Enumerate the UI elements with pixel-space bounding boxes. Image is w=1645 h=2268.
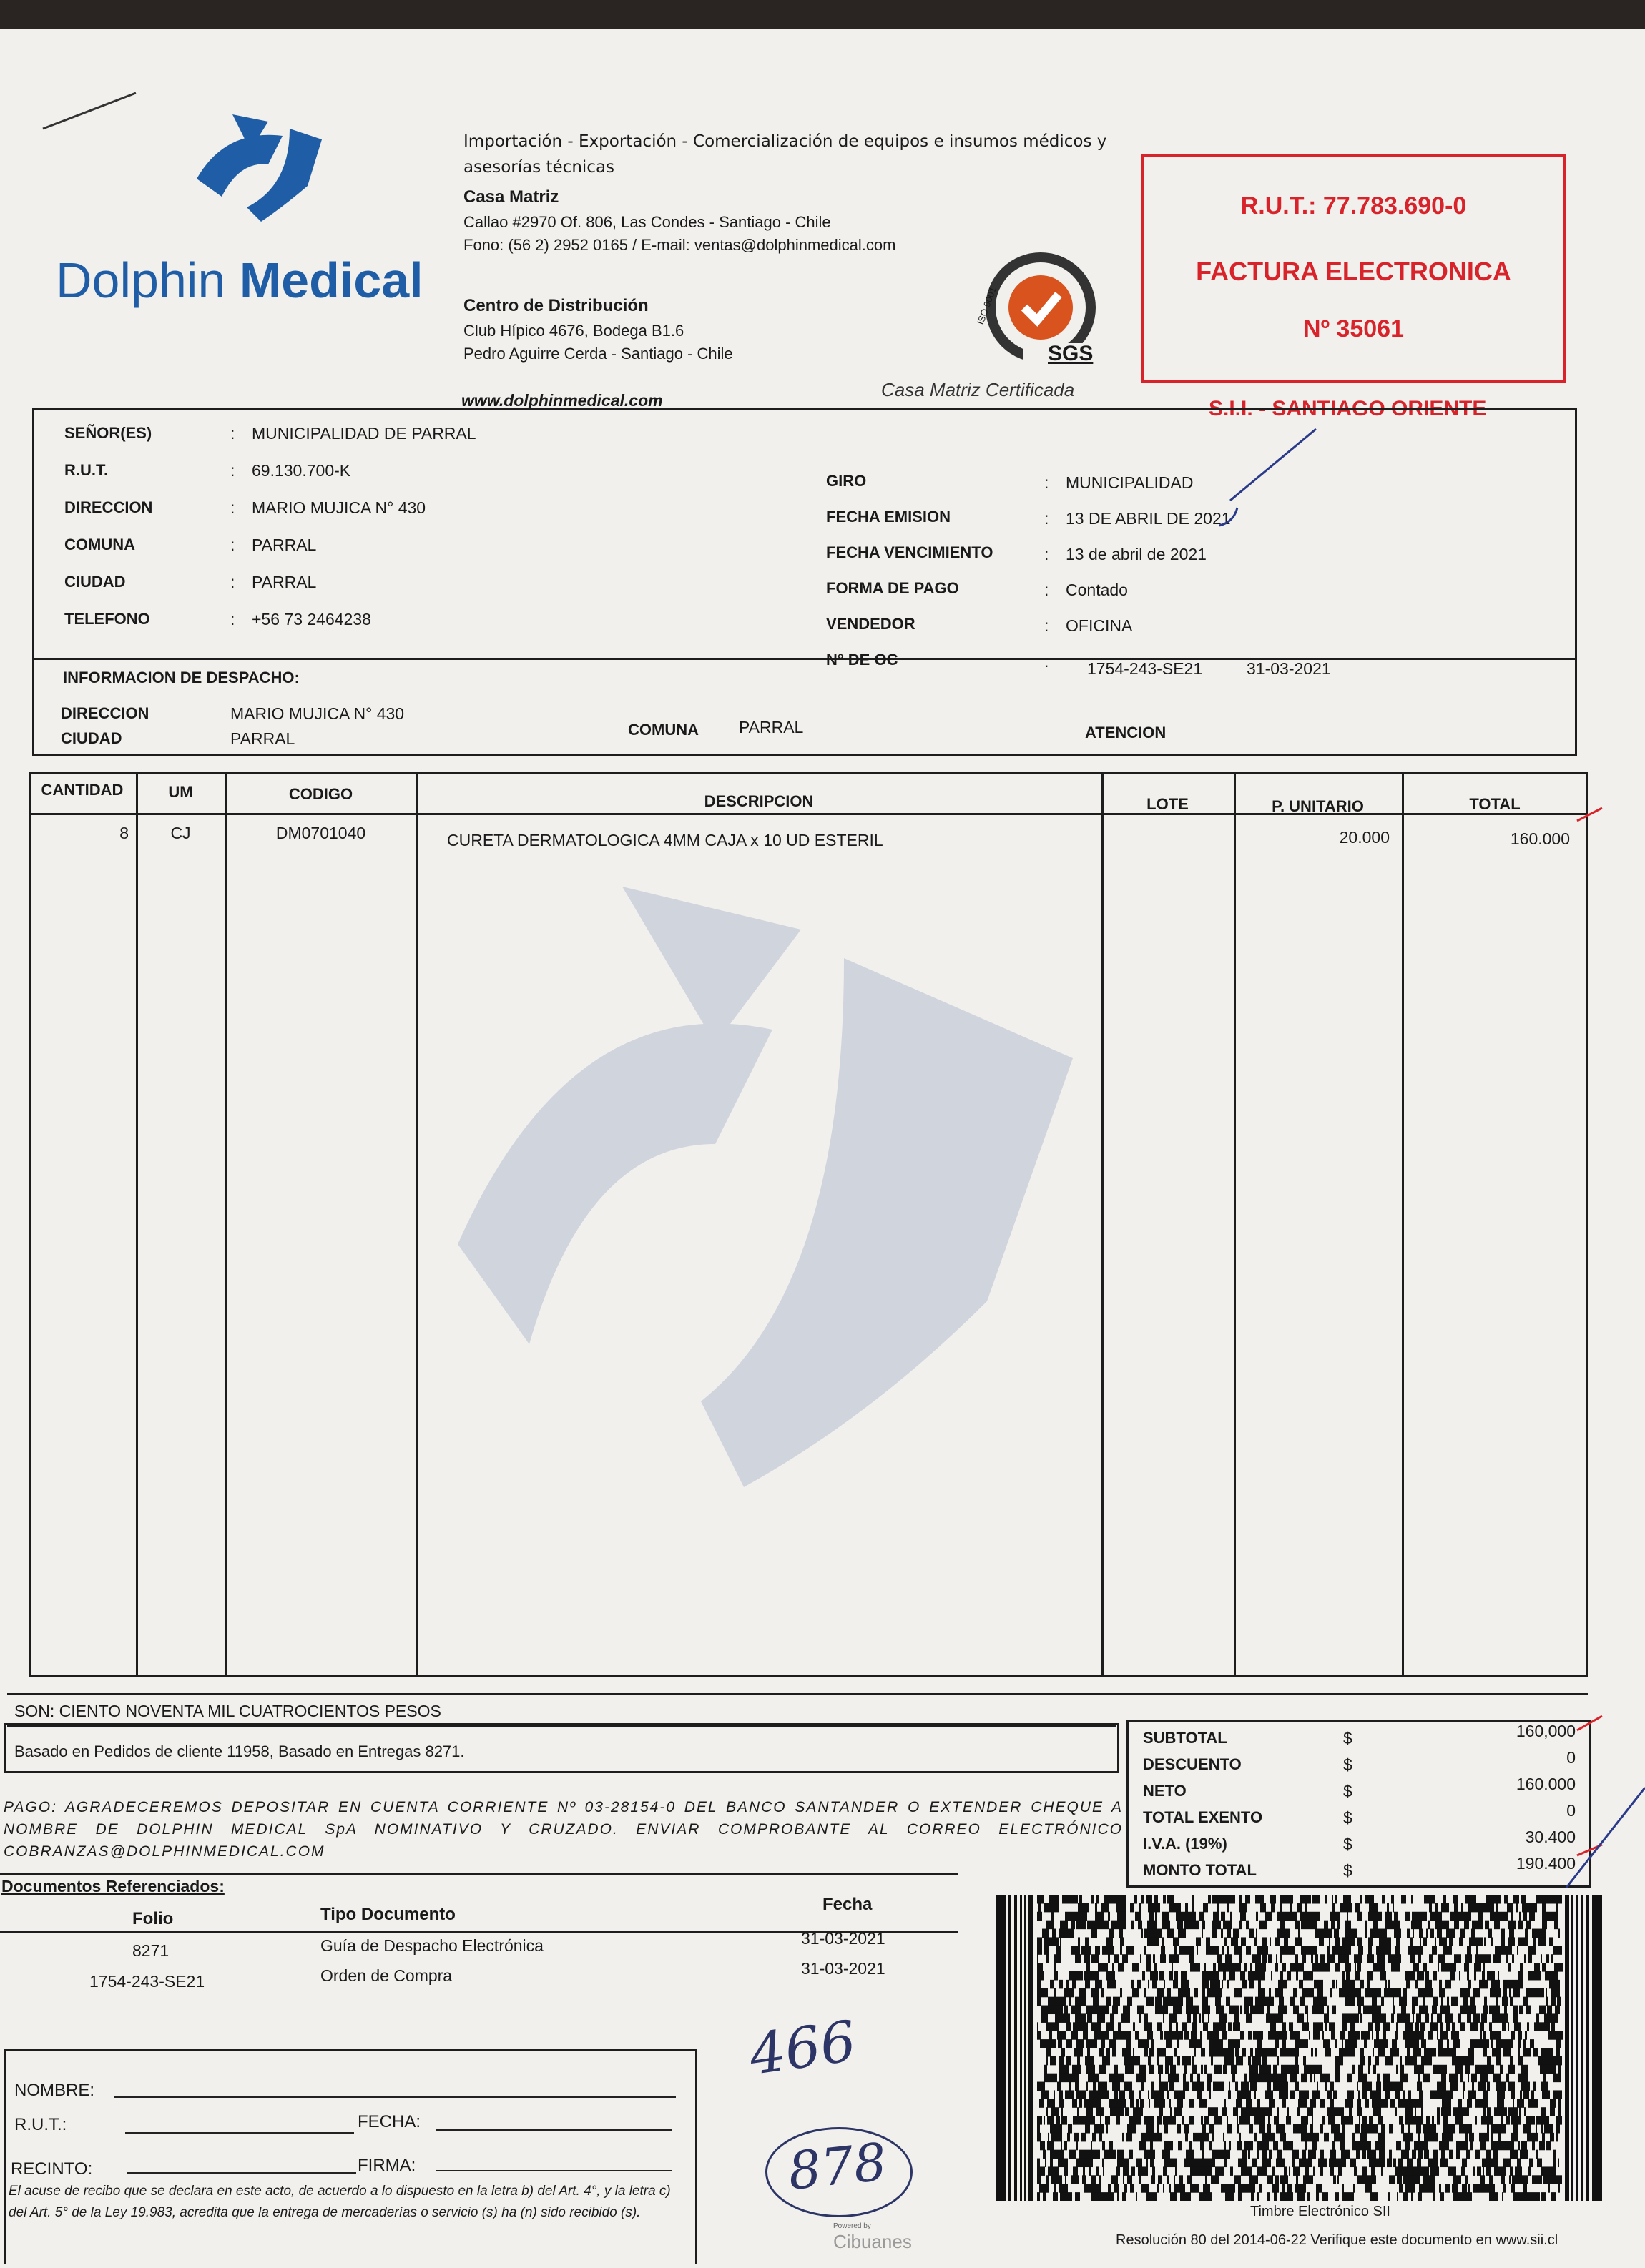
field-sep: : <box>1044 509 1049 528</box>
field-sep: : <box>230 461 235 480</box>
handwritten-note: 466 <box>745 2009 860 2088</box>
cert-text: Casa Matriz Certificada <box>881 379 1075 400</box>
dispatch-ciudad-label: CIUDAD <box>61 729 122 747</box>
ref-docs-title: Documentos Referenciados: <box>1 1877 225 1895</box>
receipt-firma-label: FIRMA: <box>358 2156 416 2175</box>
th-descripcion: DESCRIPCION <box>704 792 814 810</box>
receipt-nombre-label: NOMBRE: <box>14 2081 95 2100</box>
dispatch-comuna-label: COMUNA <box>628 721 699 739</box>
ref-fecha: 31-03-2021 <box>801 1959 885 1978</box>
total-currency: $ <box>1343 1808 1352 1827</box>
ref-folio: 1754-243-SE21 <box>89 1972 205 1991</box>
receipt-fecha-label: FECHA: <box>358 2112 421 2131</box>
ref-fecha: 31-03-2021 <box>801 1929 885 1948</box>
total-label: I.V.A. (19%) <box>1143 1835 1227 1853</box>
field-sep: : <box>230 573 235 591</box>
field-sep: : <box>1044 473 1049 492</box>
field-value: MUNICIPALIDAD DE PARRAL <box>252 424 476 443</box>
ref-tipo: Guía de Despacho Electrónica <box>320 1936 544 1955</box>
total-value: 0 <box>1566 1801 1576 1820</box>
cell-total: 160.000 <box>1510 829 1570 848</box>
field-sep: : <box>230 610 235 628</box>
total-label: MONTO TOTAL <box>1143 1861 1257 1879</box>
hq-address: Callao #2970 Of. 806, Las Condes - Santiago - Chile <box>463 213 831 231</box>
hq-contact: Fono: (56 2) 2952 0165 / E-mail: ventas@dolphinmedical.com <box>463 236 896 254</box>
field-value: 13 de abril de 2021 <box>1066 545 1207 563</box>
ref-th-tipo: Tipo Documento <box>320 1905 456 1924</box>
total-value: 160.000 <box>1516 1775 1576 1793</box>
receipt-recinto-label: RECINTO: <box>11 2159 93 2179</box>
website: www.dolphinmedical.com <box>461 391 663 410</box>
cell-codigo: DM0701040 <box>275 824 366 842</box>
hq-label: Casa Matriz <box>463 187 559 207</box>
field-sep: : <box>230 498 235 517</box>
cell-unitario: 20.000 <box>1339 828 1390 847</box>
company-name-part1: Dolphin <box>56 252 226 308</box>
dc-address2: Pedro Aguirre Cerda - Santiago - Chile <box>463 345 733 363</box>
dispatch-title: INFORMACION DE DESPACHO: <box>63 669 300 686</box>
issuer-rut: R.U.T.: 77.783.690-0 <box>1240 192 1467 220</box>
cell-descripcion: CURETA DERMATOLOGICA 4MM CAJA x 10 UD ESTERIL <box>447 831 883 849</box>
dc-label: Centro de Distribución <box>463 296 649 315</box>
field-value2: 31-03-2021 <box>1247 659 1331 678</box>
field-value: 1754-243-SE21 <box>1087 659 1203 678</box>
ref-tipo: Orden de Compra <box>320 1966 453 1985</box>
total-label: SUBTOTAL <box>1143 1729 1227 1747</box>
total-currency: $ <box>1343 1729 1352 1747</box>
field-label: N° DE OC <box>826 651 898 669</box>
doc-type: FACTURA ELECTRONICA <box>1196 257 1511 286</box>
dispatch-direccion-label: DIRECCION <box>61 704 149 722</box>
total-currency: $ <box>1343 1755 1352 1774</box>
ref-folio: 8271 <box>132 1941 170 1960</box>
field-label: FECHA VENCIMIENTO <box>826 543 993 561</box>
field-sep: : <box>1044 545 1049 563</box>
field-label: DIRECCION <box>64 498 153 516</box>
field-sep: : <box>1044 616 1049 635</box>
total-value: 190.400 <box>1516 1854 1576 1873</box>
th-codigo: CODIGO <box>288 785 353 803</box>
cell-cantidad: 8 <box>119 824 129 842</box>
dispatch-ciudad: PARRAL <box>230 729 295 748</box>
field-label: FORMA DE PAGO <box>826 579 959 597</box>
timbre-label: Timbre Electrónico SII <box>1250 2204 1390 2219</box>
total-currency: $ <box>1343 1782 1352 1800</box>
field-label: CIUDAD <box>64 573 126 591</box>
field-value: MUNICIPALIDAD <box>1066 473 1194 492</box>
field-value: +56 73 2464238 <box>252 610 371 628</box>
ref-th-fecha: Fecha <box>822 1895 873 1914</box>
powered-by-label: Powered by <box>833 2222 871 2230</box>
field-label: COMUNA <box>64 536 135 553</box>
company-name-part2: Medical <box>239 252 423 308</box>
field-value: PARRAL <box>252 536 317 554</box>
timbre-resolution: Resolución 80 del 2014-06-22 Verifique este documento en www.sii.cl <box>1116 2232 1558 2248</box>
invoice-sheet <box>0 29 1645 2268</box>
invoice-number: Nº 35061 <box>1303 315 1404 342</box>
dc-address1: Club Hípico 4676, Bodega B1.6 <box>463 322 684 340</box>
total-label: TOTAL EXENTO <box>1143 1808 1263 1826</box>
based-on-text: Basado en Pedidos de cliente 11958, Basado en Entregas 8271. <box>14 1742 465 1760</box>
iso-text: ISO 9001 <box>975 285 998 326</box>
total-value: 160,000 <box>1516 1722 1576 1740</box>
dispatch-direccion: MARIO MUJICA N° 430 <box>230 704 405 723</box>
th-total: TOTAL <box>1469 795 1521 813</box>
th-um: UM <box>168 783 193 801</box>
field-label: SEÑOR(ES) <box>64 424 152 442</box>
cell-um: CJ <box>170 824 191 842</box>
field-value: OFICINA <box>1066 616 1133 635</box>
field-label: FECHA EMISION <box>826 508 951 526</box>
field-value: 69.130.700-K <box>252 461 351 480</box>
field-sep: : <box>230 424 235 443</box>
dispatch-comuna: PARRAL <box>739 718 804 736</box>
field-label: VENDEDOR <box>826 615 915 633</box>
total-currency: $ <box>1343 1861 1352 1880</box>
field-label: TELEFONO <box>64 610 150 628</box>
field-sep: : <box>1044 652 1049 671</box>
receipt-rut-label: R.U.T.: <box>14 2115 67 2134</box>
payment-note: PAGO: AGRADECEREMOS DEPOSITAR EN CUENTA CORRIENTE Nº 03-28154-0 DEL BANCO SANTANDER O EXTENDER CHEQUE A NOMBRE DE DOLPHIN MEDICAL SpA NOMINATIVO Y CRUZADO. ENVIAR COMPROBANTE AL CORREO ELECTRÓNICO COBRANZAS@DOLPHINMEDICAL.COM <box>4 1799 1123 1860</box>
total-label: NETO <box>1143 1782 1187 1800</box>
total-value: 30.400 <box>1525 1828 1576 1846</box>
field-sep: : <box>230 536 235 554</box>
sgs-text: SGS <box>1048 342 1094 365</box>
company-tagline: Importación - Exportación - Comercialización de equipos e insumos médicos y asesorías técnicas <box>463 132 1107 177</box>
receipt-legal-text: El acuse de recibo que se declara en este acto, de acuerdo a lo dispuesto en la letra b) del Art. 4°, y la letra c) del Art. 5° de la Ley 19.983, acredita que la entrega de mercaderías o servicio (s) ha (n) sido recibido (s). <box>9 2184 671 2220</box>
field-sep: : <box>1044 581 1049 599</box>
field-value: MARIO MUJICA N° 430 <box>252 498 426 517</box>
field-label: R.U.T. <box>64 461 109 479</box>
handwritten-circled-number: 878 <box>785 2131 890 2202</box>
total-currency: $ <box>1343 1835 1352 1853</box>
amount-in-words: SON: CIENTO NOVENTA MIL CUATROCIENTOS PESOS <box>14 1702 441 1720</box>
pen-marks <box>0 29 1645 2268</box>
field-label: GIRO <box>826 472 867 490</box>
th-cantidad: CANTIDAD <box>41 781 124 799</box>
th-p-unitario: P. UNITARIO <box>1272 797 1364 815</box>
th-lote: LOTE <box>1146 795 1189 813</box>
dispatch-atencion-label: ATENCION <box>1085 724 1167 741</box>
total-value: 0 <box>1566 1748 1576 1767</box>
field-value: Contado <box>1066 581 1128 599</box>
powered-by-logo: Cibuanes <box>833 2231 912 2252</box>
sii-office: S.I.I. - SANTIAGO ORIENTE <box>1209 397 1487 420</box>
field-value: 13 DE ABRIL DE 2021 <box>1066 509 1231 528</box>
ref-th-folio: Folio <box>132 1909 174 1928</box>
total-label: DESCUENTO <box>1143 1755 1242 1773</box>
field-value: PARRAL <box>252 573 317 591</box>
